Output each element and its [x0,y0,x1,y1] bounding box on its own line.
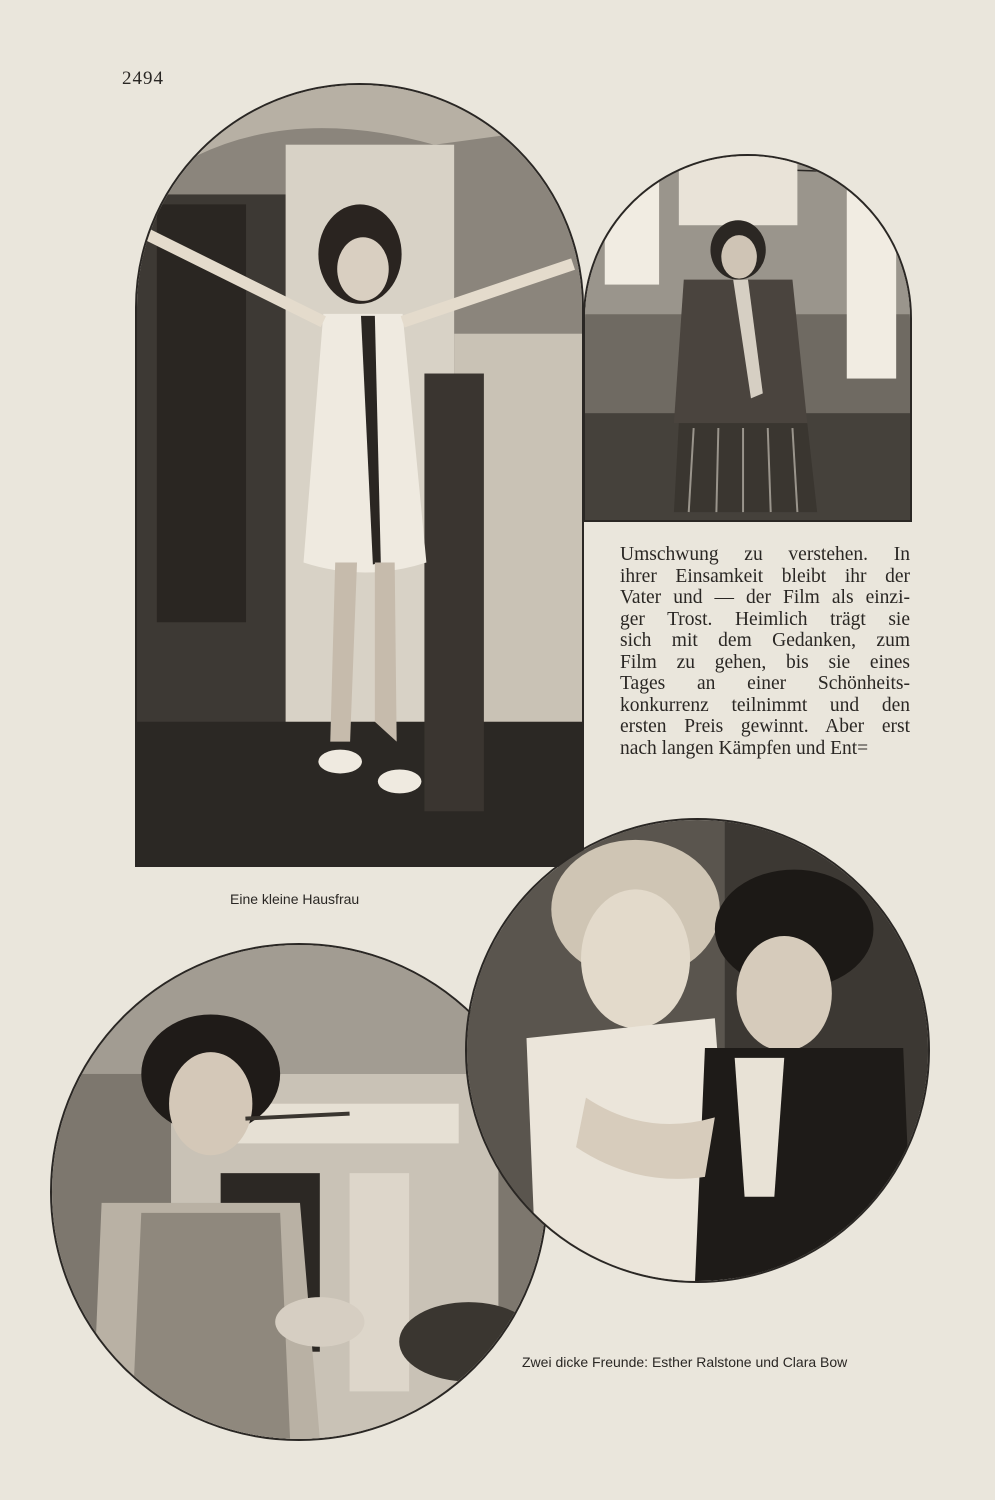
article-line: Film zu gehen, bis sie eines [620,651,910,673]
article-line: Vater und — der Film als einzi- [620,587,910,608]
article-line: ihrer Einsamkeit bleibt ihr der [620,565,910,587]
article-text [620,544,910,759]
article-line: ersten Preis gewinnt. Aber erst [620,716,910,737]
page-number: 2494 [122,68,164,89]
article-line: sich mit dem Gedanken, zum [620,630,910,651]
caption-hausfrau: Eine kleine Hausfrau [230,891,360,907]
photo-woman-with-laundry [583,154,912,522]
article-line: Tages an einer Schönheits- [620,673,910,694]
caption-freunde: Zwei dicke Freunde: Esther Ralstone und Clara Bow [522,1354,848,1370]
article-line: nach langen Kämpfen und Ent= [620,737,869,759]
photo-two-friends [465,818,930,1283]
photo-woman-in-doorway [135,83,584,867]
article-line: konkurrenz teilnimmt und den [620,694,910,716]
article-line: Umschwung zu verstehen. In [620,544,910,565]
article-line: ger Trost. Heimlich trägt sie [620,608,910,630]
